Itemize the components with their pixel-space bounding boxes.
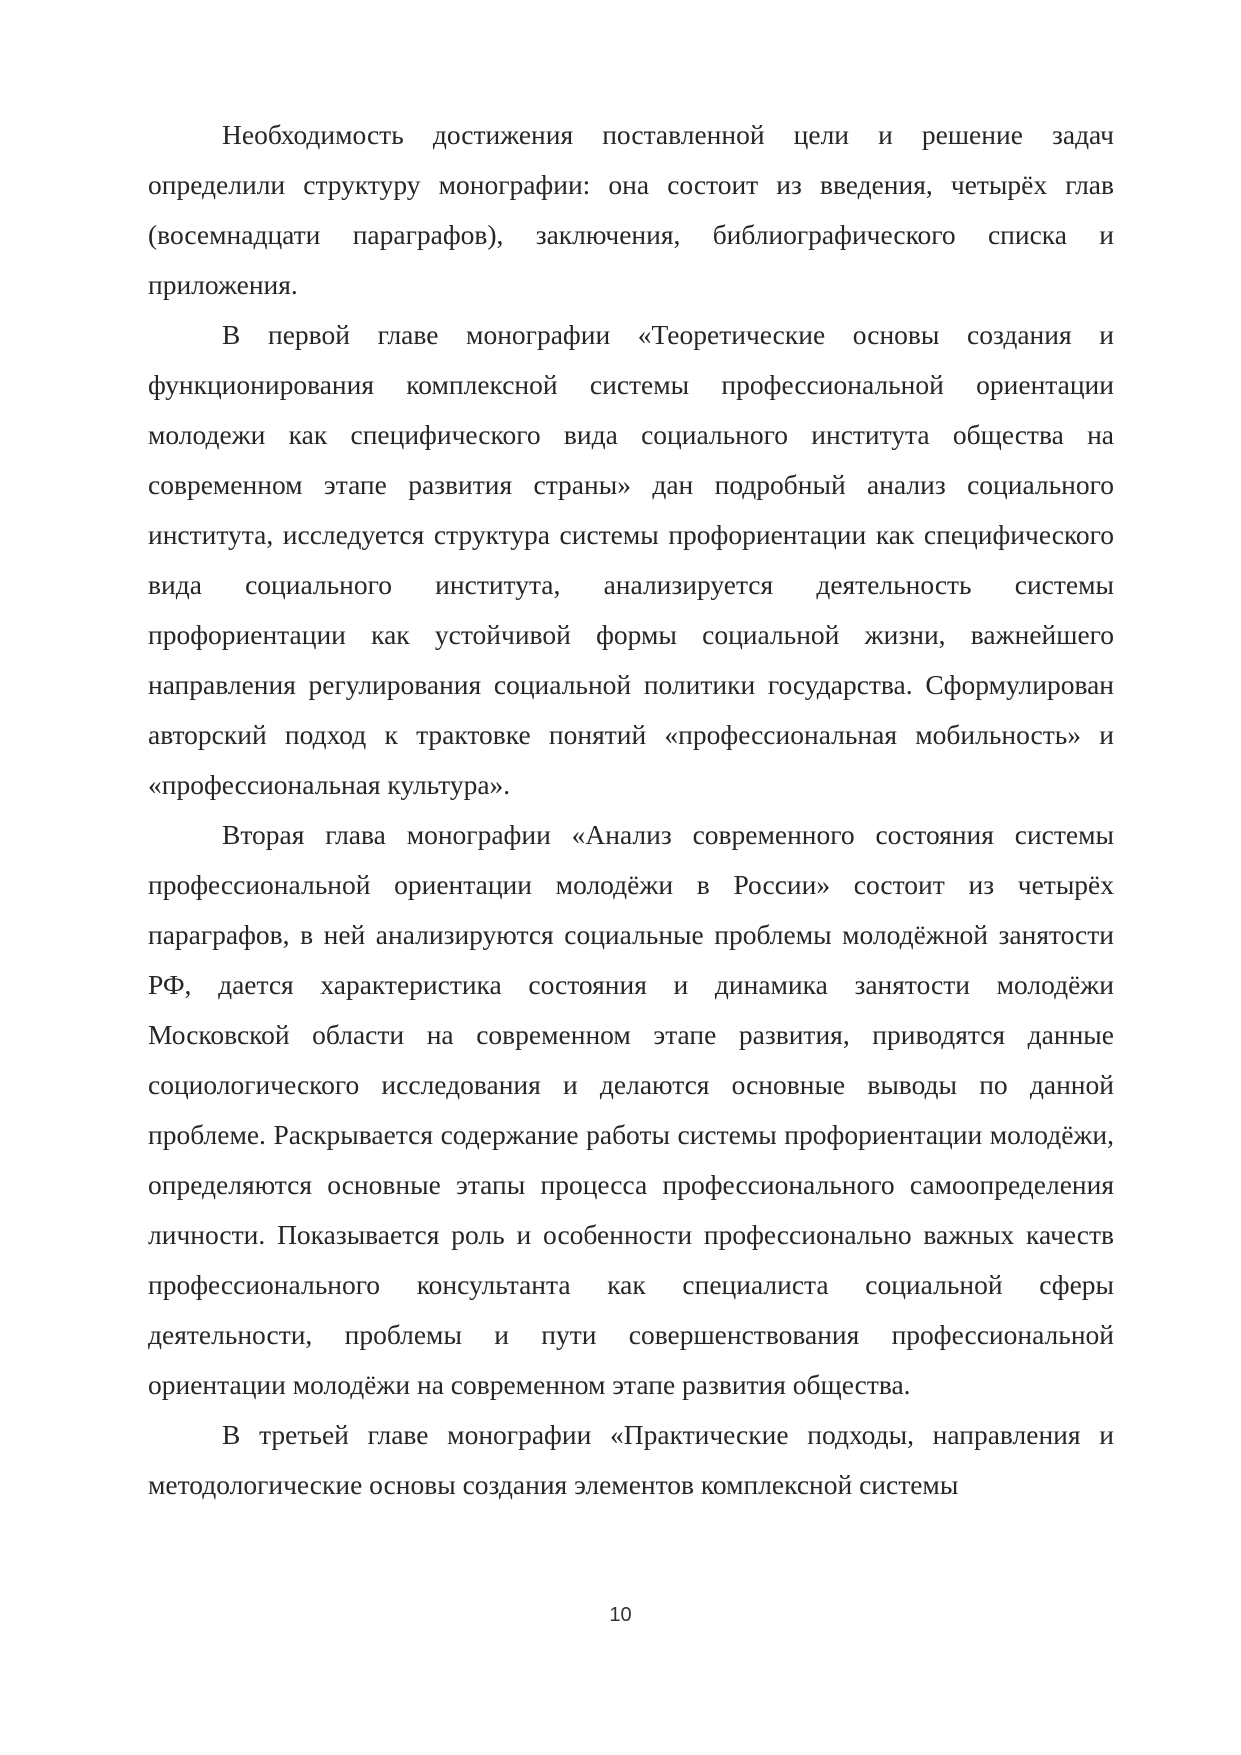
- paragraph-chapter-three: В третьей главе монографии «Практические подходы, направления и методологические основы создания элементов комплексной системы: [148, 1419, 1114, 1500]
- paragraph-chapter-one: В первой главе монографии «Теоретические основы создания и функционирования комплексной системы профессиональной ориентации молодежи как специфического вида социального института общества на современном этапе развития страны» дан подробный анализ социального института, исследуется структура системы профориентации как специфического вида социального института, анализируется деятельность системы профориентации как устойчивой формы социальной жизни, важнейшего направления регулирования социальной политики государства. Сформулирован авторский подход к трактовке понятий «профессиональная мобильность» и «профессиональная культура».: [148, 319, 1114, 800]
- paragraph-structure: Необходимость достижения поставленной цели и решение задач определили структуру монографии: она состоит из введения, четырёх глав (восемнадцати параграфов), заключения, библиографического списка и приложения.: [148, 119, 1114, 300]
- page-number: 10: [609, 1604, 632, 1626]
- paragraph-chapter-two: Вторая глава монографии «Анализ современного состояния системы профессиональной ориентации молодёжи в России» состоит из четырёх параграфов, в ней анализируются социальные проблемы молодёжной занятости РФ, дается характеристика состояния и динамика занятости молодёжи Московской области на современном этапе развития, приводятся данные социологического исследования и делаются основные выводы по данной проблеме. Раскрывается содержание работы системы профориентации молодёжи, определяются основные этапы процесса профессионального самоопределения личности. Показывается роль и особенности профессионально важных качеств профессионального консультанта как специалиста социальной сферы деятельности, проблемы и пути совершенствования профессиональной ориентации молодёжи на современном этапе развития общества.: [148, 819, 1114, 1400]
- body-text: [148, 110, 1114, 1510]
